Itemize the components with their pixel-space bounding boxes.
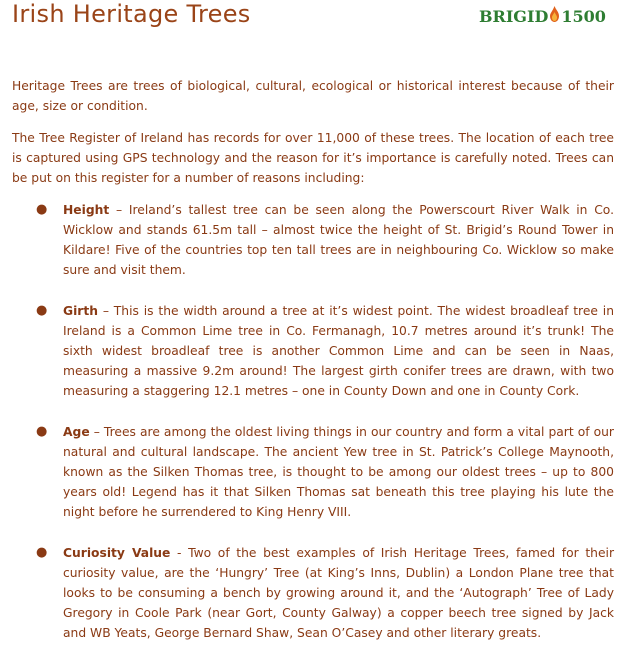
reason-text: - Two of the best examples of Irish Heritage Trees, famed for their curiosity value, are the ‘Hungry’ Tree (at King’s Inns, Dublin) a London Plane tree that looks to be consuming a bench by growing around it, and the ‘Autograph’ Tree of Lady Gregory in Coole Park (near Gort, County Galway) a copper beech tree signed by Jack and WB Yeats, George Bernard Shaw, Sean O’Casey and other literary greats.: [63, 546, 615, 640]
bullet-icon: ●: [36, 424, 48, 439]
intro-paragraph: The Tree Register of Ireland has records for over 11,000 of these trees. The location of each tree is captured using GPS technology and the reason for it’s importance is carefully noted. Trees can be put on this register for a number of reasons including:: [12, 131, 614, 185]
list-item-girth: [12, 301, 614, 401]
bullet-icon: ●: [36, 303, 48, 318]
page-title: Irish Heritage Trees: [12, 0, 251, 28]
bullet-icon: ●: [36, 545, 48, 560]
reason-text: – This is the width around a tree at it’s widest point. The widest broadleaf tree in Ireland is a Common Lime tree in Co. Fermanagh, 10.7 metres around it’s trunk! The sixth widest broadleaf tree is another Common Lime and can be seen in Naas, measuring a massive 9.2m around! The largest girth conifer trees are drawn, with two measuring a staggering 12.1 metres – one in County Down and one in County Cork.: [63, 304, 614, 398]
reason-text: – Trees are among the oldest living things in our country and form a vital part of our natural and cultural landscape. The ancient Yew tree in St. Patrick’s College Maynooth, known as the Silken Thomas tree, is thought to be among our oldest trees – up to 800 years old! Legend has it that Silken Thomas sat beneath this tree playing his lute the night before he surrendered to King Henry VIII.: [63, 425, 614, 519]
reasons-list: [12, 200, 614, 643]
logo-text-1500: 1500: [561, 6, 606, 26]
article-body: [12, 76, 614, 643]
list-item-curiosity-value: [12, 543, 614, 643]
logo-text-brigid: BRIGID: [479, 6, 549, 26]
list-item-age: [12, 422, 614, 522]
reason-term: Curiosity Value: [63, 546, 171, 560]
flame-icon: [549, 6, 560, 26]
reason-term: Height: [63, 203, 110, 217]
brigid-1500-logo: [479, 6, 606, 26]
reason-term: Girth: [63, 304, 99, 318]
list-item-height: [12, 200, 614, 280]
reason-term: Age: [63, 425, 90, 439]
bullet-icon: ●: [36, 202, 48, 217]
intro-paragraph: Heritage Trees are trees of biological, cultural, ecological or historical interest because of their age, size or condition.: [12, 79, 614, 113]
reason-text: – Ireland’s tallest tree can be seen along the Powerscourt River Walk in Co. Wicklow and stands 61.5m tall – almost twice the height of St. Brigid’s Round Tower in Kildare! Five of the countries top ten tall trees are in neighbouring Co. Wicklow so make sure and visit them.: [63, 203, 614, 277]
